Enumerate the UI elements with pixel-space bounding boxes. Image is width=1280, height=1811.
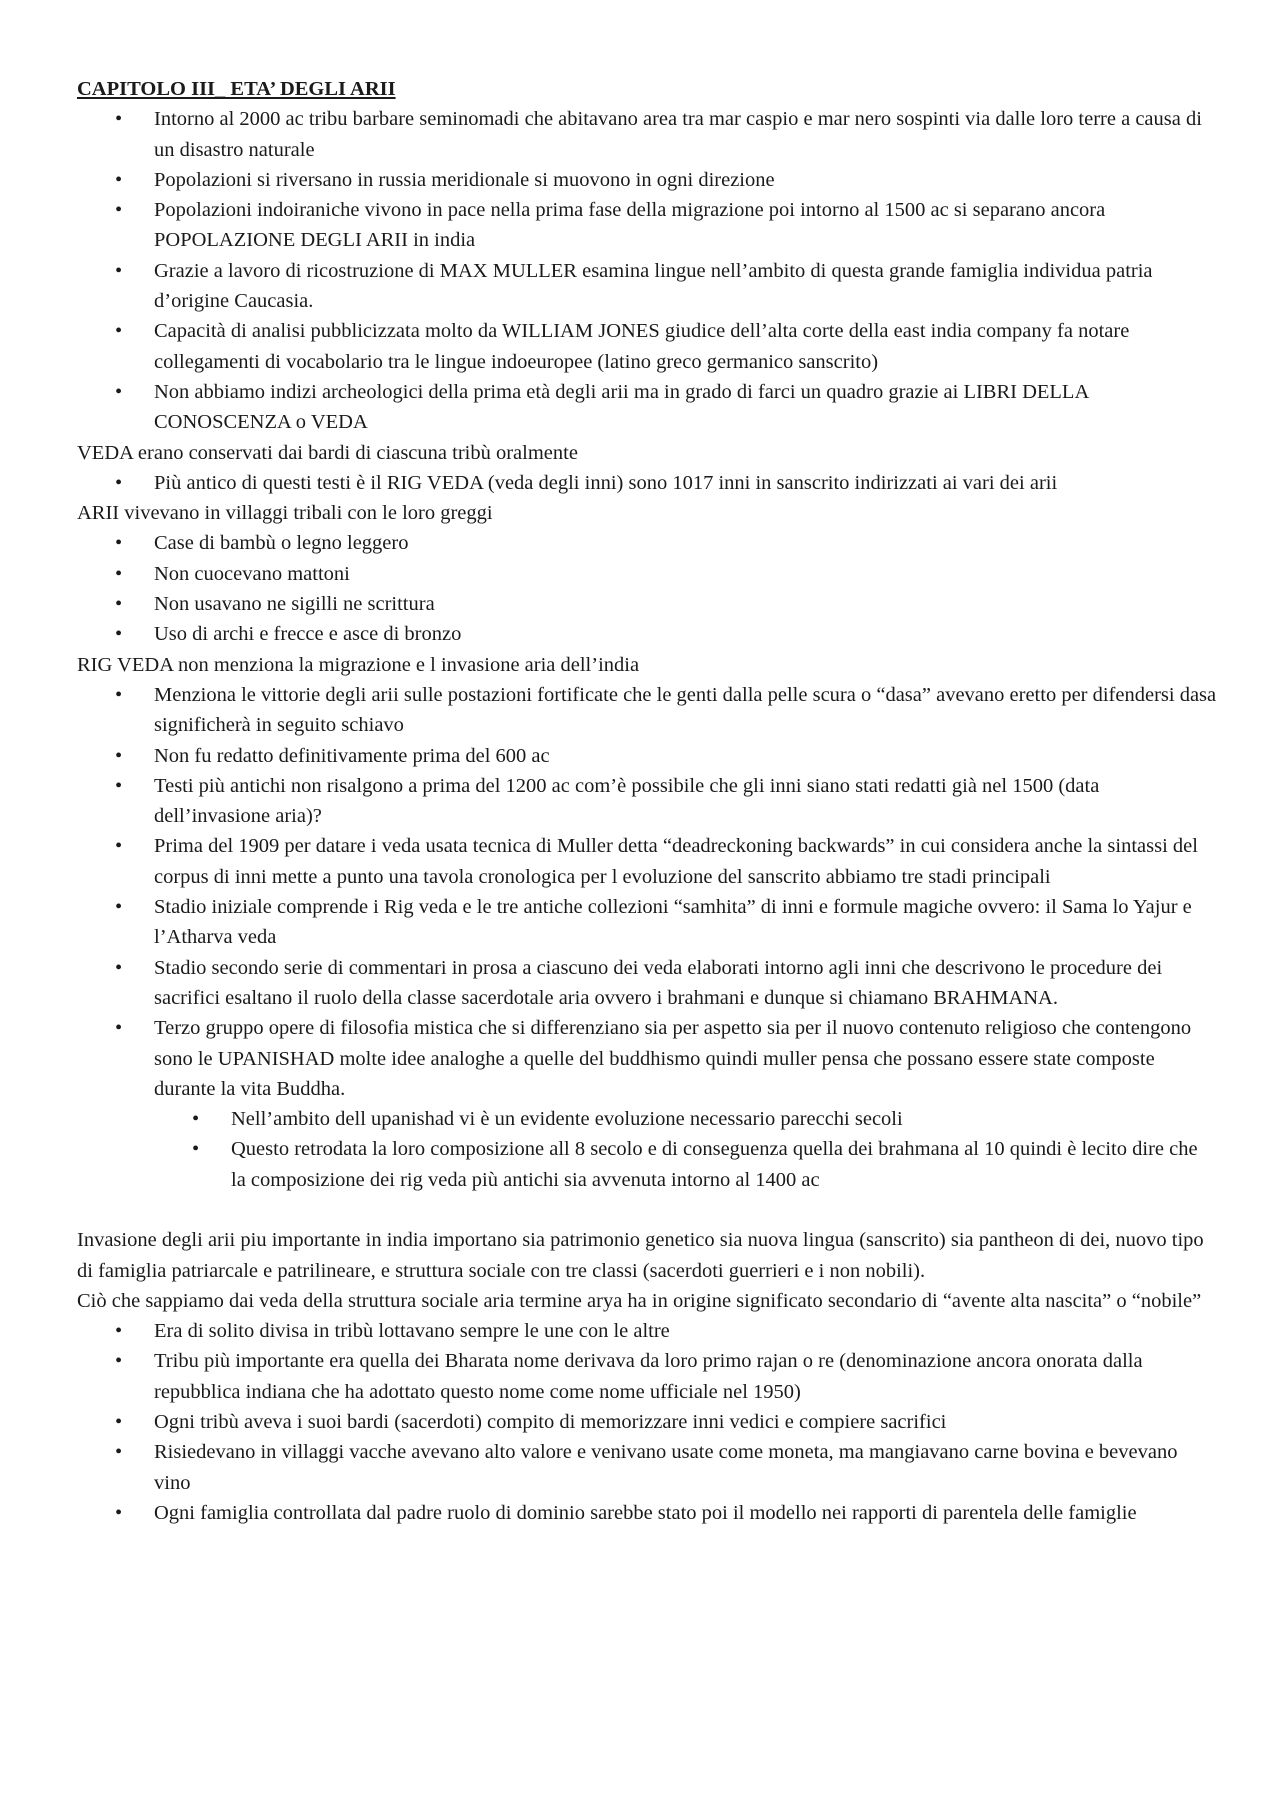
list-item: • Era di solito divisa in tribù lottavano sempre le une con le altre [77, 1316, 1217, 1346]
document-page [77, 74, 1217, 1528]
sub-bullet-list-upanishad [77, 1104, 1217, 1195]
list-item: • Risiedevano in villaggi vacche avevano alto valore e venivano usate come moneta, ma mangiavano carne bovina e bevevano vino [77, 1437, 1217, 1498]
bullet-list-origins [77, 104, 1217, 437]
list-item: • Popolazioni si riversano in russia meridionale si muovono in ogni direzione [77, 165, 1217, 195]
list-item: • Prima del 1909 per datare i veda usata tecnica di Muller detta “deadreckoning backwards” in cui considera anche la sintassi del corpus di inni mette a punto una tavola cronologica per l evoluzione del sanscrito abbiamo tre stadi principali [77, 831, 1217, 892]
list-item: • Stadio iniziale comprende i Rig veda e le tre antiche collezioni “samhita” di inni e formule magiche ovvero: il Sama lo Yajur e l’Atharva veda [77, 892, 1217, 953]
bullet-list-rig-veda [77, 468, 1217, 498]
spacer [77, 1195, 1217, 1225]
sub-list-item: • Nell’ambito dell upanishad vi è un evidente evoluzione necessario parecchi secoli [77, 1104, 1217, 1134]
paragraph-invasion: Invasione degli arii piu importante in india importano sia patrimonio genetico sia nuova lingua (sanscrito) sia pantheon di dei, nuovo tipo di famiglia patriarcale e patrilineare, e struttura sociale con tre classi (sacerdoti guerrieri e i non nobili). [77, 1229, 1204, 1282]
list-item: • Ogni tribù aveva i suoi bardi (sacerdoti) compito di memorizzare inni vedici e compiere sacrifici [77, 1407, 1217, 1437]
paragraph-arii: ARII vivevano in villaggi tribali con le loro greggi [77, 502, 493, 525]
list-item: • Non fu redatto definitivamente prima del 600 ac [77, 741, 1217, 771]
paragraph-social-structure: Ciò che sappiamo dai veda della struttura sociale aria termine arya ha in origine significato secondario di “avente alta nascita” o “nobile” [77, 1289, 1202, 1312]
list-item: • Case di bambù o legno leggero [77, 528, 1217, 558]
list-item: • Popolazioni indoiraniche vivono in pace nella prima fase della migrazione poi intorno al 1500 ac si separano ancora POPOLAZIONE DEGLI ARII in india [77, 195, 1217, 256]
list-item: • Ogni famiglia controllata dal padre ruolo di dominio sarebbe stato poi il modello nei rapporti di parentela delle famiglie [77, 1498, 1217, 1528]
list-item: • Capacità di analisi pubblicizzata molto da WILLIAM JONES giudice dell’alta corte della east india company fa notare collegamenti di vocabolario tra le lingue indoeuropee (latino greco germanico sanscrito) [77, 316, 1217, 377]
list-item: • Terzo gruppo opere di filosofia mistica che si differenziano sia per aspetto sia per il nuovo contenuto religioso che contengono sono le UPANISHAD molte idee analoghe a quelle del buddhismo quindi muller pensa che possano essere state composte durante la vita Buddha. [77, 1013, 1217, 1104]
list-item: • Più antico di questi testi è il RIG VEDA (veda degli inni) sono 1017 inni in sanscrito indirizzati ai vari dei arii [77, 468, 1217, 498]
chapter-title: CAPITOLO III_ ETA’ DEGLI ARII [77, 78, 396, 100]
list-item: • Tribu più importante era quella dei Bharata nome derivava da loro primo rajan o re (denominazione ancora onorata dalla repubblica indiana che ha adottato questo nome come nome ufficiale nel 1950) [77, 1346, 1217, 1407]
paragraph-rig-veda: RIG VEDA non menziona la migrazione e l invasione aria dell’india [77, 653, 640, 676]
list-item: • Menziona le vittorie degli arii sulle postazioni fortificate che le genti dalla pelle scura o “dasa” avevano eretto per difendersi dasa significherà in seguito schiavo [77, 680, 1217, 741]
list-item: • Stadio secondo serie di commentari in prosa a ciascuno dei veda elaborati intorno agli inni che descrivono le procedure dei sacrifici esaltano il ruolo della classe sacerdotale aria ovvero i brahmani e dunque si chiamano BRAHMANA. [77, 953, 1217, 1014]
list-item: • Grazie a lavoro di ricostruzione di MAX MULLER esamina lingue nell’ambito di questa grande famiglia individua patria d’origine Caucasia. [77, 256, 1217, 317]
list-item: • Testi più antichi non risalgono a prima del 1200 ac com’è possibile che gli inni siano stati redatti già nel 1500 (data dell’invasione aria)? [77, 771, 1217, 832]
list-item: • Non abbiamo indizi archeologici della prima età degli arii ma in grado di farci un quadro grazie ai LIBRI DELLA CONOSCENZA o VEDA [77, 377, 1217, 438]
list-item: • Non cuocevano mattoni [77, 559, 1217, 589]
list-item: • Uso di archi e frecce e asce di bronzo [77, 619, 1217, 649]
bullet-list-rig-veda-details [77, 680, 1217, 1104]
bullet-list-arii-life [77, 528, 1217, 649]
sub-list-item: • Questo retrodata la loro composizione all 8 secolo e di conseguenza quella dei brahmana al 10 quindi è lecito dire che la composizione dei rig veda più antichi sia avvenuta intorno al 1400 ac [77, 1134, 1217, 1195]
paragraph-veda: VEDA erano conservati dai bardi di ciascuna tribù oralmente [77, 441, 578, 464]
list-item: • Intorno al 2000 ac tribu barbare seminomadi che abitavano area tra mar caspio e mar nero sospinti via dalle loro terre a causa di un disastro naturale [77, 104, 1217, 165]
bullet-list-society [77, 1316, 1217, 1528]
list-item: • Non usavano ne sigilli ne scrittura [77, 589, 1217, 619]
